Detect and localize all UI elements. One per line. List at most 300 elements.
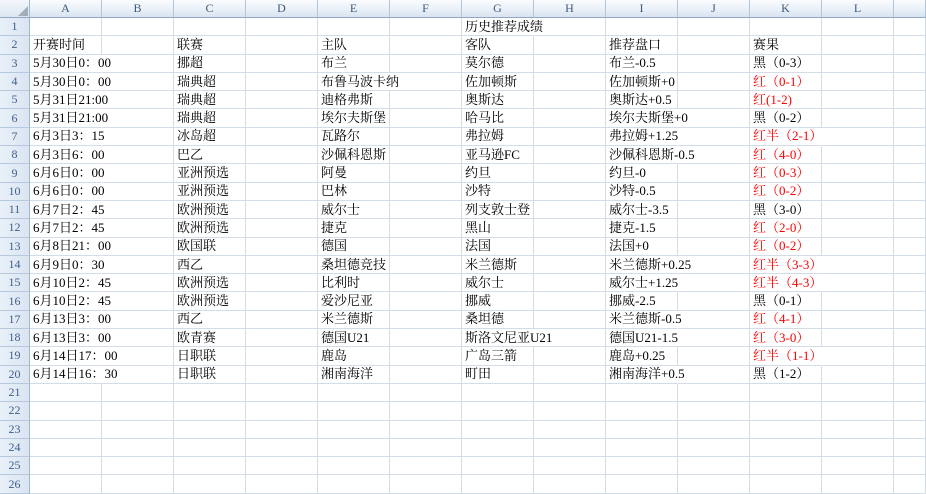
cell-kickoff-time[interactable]: 5月31日21:00 bbox=[30, 91, 102, 109]
cell-empty[interactable] bbox=[678, 475, 750, 493]
cell-empty[interactable] bbox=[390, 91, 462, 109]
cell-empty[interactable] bbox=[246, 384, 318, 402]
cell-league[interactable]: 西乙 bbox=[174, 256, 246, 274]
cell-empty[interactable] bbox=[390, 366, 462, 384]
cell-empty[interactable] bbox=[246, 183, 318, 201]
cell-empty[interactable] bbox=[102, 73, 174, 91]
cell-handicap[interactable]: 德国U21-1.5 bbox=[606, 329, 678, 347]
cell-empty[interactable] bbox=[678, 128, 750, 146]
cell-empty[interactable] bbox=[30, 18, 102, 36]
cell-empty[interactable] bbox=[102, 109, 174, 127]
cell-empty[interactable] bbox=[822, 347, 894, 365]
cell-empty[interactable] bbox=[462, 402, 534, 420]
cell-empty[interactable] bbox=[390, 164, 462, 182]
cell-empty[interactable] bbox=[822, 128, 894, 146]
row-number-cell[interactable] bbox=[0, 55, 30, 73]
cell-empty[interactable] bbox=[534, 402, 606, 420]
cell-empty[interactable] bbox=[102, 201, 174, 219]
cell-empty[interactable] bbox=[462, 457, 534, 475]
cell-empty[interactable] bbox=[390, 238, 462, 256]
cell-empty[interactable] bbox=[390, 292, 462, 310]
cell-empty[interactable] bbox=[534, 256, 606, 274]
cell-empty[interactable] bbox=[822, 91, 894, 109]
cell-empty[interactable] bbox=[894, 421, 926, 439]
cell-empty[interactable] bbox=[390, 55, 462, 73]
cell-empty[interactable] bbox=[534, 164, 606, 182]
cell-empty[interactable] bbox=[822, 238, 894, 256]
cell-result[interactable]: 红（3-0） bbox=[750, 329, 822, 347]
row-number-cell[interactable] bbox=[0, 347, 30, 365]
cell-away-team[interactable]: 广岛三箭 bbox=[462, 347, 534, 365]
row-number-cell[interactable] bbox=[0, 256, 30, 274]
row-number-cell[interactable] bbox=[0, 384, 30, 402]
cell-empty[interactable] bbox=[534, 183, 606, 201]
cell-empty[interactable] bbox=[678, 311, 750, 329]
cell-empty[interactable] bbox=[534, 366, 606, 384]
cell-empty[interactable] bbox=[678, 164, 750, 182]
cell-handicap[interactable]: 鹿岛+0.25 bbox=[606, 347, 678, 365]
cell-empty[interactable] bbox=[390, 109, 462, 127]
cell-empty[interactable] bbox=[894, 475, 926, 493]
cell-empty[interactable] bbox=[246, 439, 318, 457]
cell-empty[interactable] bbox=[822, 201, 894, 219]
row-number-cell[interactable] bbox=[0, 201, 30, 219]
cell-handicap[interactable]: 威尔士+1.25 bbox=[606, 274, 678, 292]
cell-league[interactable]: 西乙 bbox=[174, 311, 246, 329]
cell-empty[interactable] bbox=[534, 201, 606, 219]
cell-home-team[interactable]: 布鲁马波卡纳 bbox=[318, 73, 390, 91]
cell-away-team[interactable]: 町田 bbox=[462, 366, 534, 384]
cell-kickoff-time[interactable]: 6月8日21：00 bbox=[30, 238, 102, 256]
cell-empty[interactable] bbox=[822, 55, 894, 73]
cell-kickoff-time[interactable]: 6月6日0：00 bbox=[30, 183, 102, 201]
cell-away-team[interactable]: 哈马比 bbox=[462, 109, 534, 127]
cell-empty[interactable] bbox=[606, 475, 678, 493]
cell-away-team[interactable]: 亚马逊FC bbox=[462, 146, 534, 164]
column-header-c[interactable]: C bbox=[174, 0, 246, 18]
cell-empty[interactable] bbox=[462, 421, 534, 439]
cell-league[interactable]: 亚洲预选 bbox=[174, 164, 246, 182]
cell-kickoff-time[interactable]: 6月10日2：45 bbox=[30, 274, 102, 292]
cell-empty[interactable] bbox=[102, 91, 174, 109]
cell-empty[interactable] bbox=[318, 421, 390, 439]
cell-home-team[interactable]: 迪格弗斯 bbox=[318, 91, 390, 109]
cell-league[interactable]: 欧国联 bbox=[174, 238, 246, 256]
cell-league[interactable]: 瑞典超 bbox=[174, 109, 246, 127]
cell-home-team[interactable]: 威尔士 bbox=[318, 201, 390, 219]
cell-empty[interactable] bbox=[678, 73, 750, 91]
row-number-cell[interactable] bbox=[0, 219, 30, 237]
cell-empty[interactable] bbox=[102, 128, 174, 146]
row-number-cell[interactable] bbox=[0, 292, 30, 310]
row-number-cell[interactable] bbox=[0, 329, 30, 347]
column-header-e[interactable]: E bbox=[318, 0, 390, 18]
cell-empty[interactable] bbox=[318, 457, 390, 475]
cell-empty[interactable] bbox=[894, 256, 926, 274]
cell-handicap[interactable]: 捷克-1.5 bbox=[606, 219, 678, 237]
cell-empty[interactable] bbox=[30, 402, 102, 420]
cell-empty[interactable] bbox=[534, 457, 606, 475]
cell-empty[interactable] bbox=[678, 201, 750, 219]
cell-home-team[interactable]: 布兰 bbox=[318, 55, 390, 73]
cell-empty[interactable] bbox=[102, 421, 174, 439]
cell-empty[interactable] bbox=[390, 421, 462, 439]
cell-empty[interactable] bbox=[246, 109, 318, 127]
cell-league[interactable]: 欧洲预选 bbox=[174, 292, 246, 310]
cell-empty[interactable] bbox=[750, 18, 822, 36]
cell-empty[interactable] bbox=[102, 18, 174, 36]
cell-empty[interactable] bbox=[30, 384, 102, 402]
cell-empty[interactable] bbox=[102, 238, 174, 256]
cell-league[interactable]: 亚洲预选 bbox=[174, 183, 246, 201]
cell-empty[interactable] bbox=[102, 219, 174, 237]
cell-empty[interactable] bbox=[102, 256, 174, 274]
cell-home-team[interactable]: 捷克 bbox=[318, 219, 390, 237]
column-header-l[interactable]: L bbox=[822, 0, 894, 18]
cell-empty[interactable] bbox=[246, 292, 318, 310]
cell-league[interactable]: 欧洲预选 bbox=[174, 219, 246, 237]
cell-empty[interactable] bbox=[246, 219, 318, 237]
cell-empty[interactable] bbox=[534, 475, 606, 493]
cell-empty[interactable] bbox=[822, 292, 894, 310]
row-number-cell[interactable] bbox=[0, 183, 30, 201]
cell-kickoff-time[interactable]: 6月13日3：00 bbox=[30, 311, 102, 329]
cell-empty[interactable] bbox=[246, 164, 318, 182]
cell-away-team[interactable]: 法国 bbox=[462, 238, 534, 256]
cell-empty[interactable] bbox=[246, 274, 318, 292]
cell-empty[interactable] bbox=[894, 164, 926, 182]
cell-header-time[interactable] bbox=[30, 36, 102, 54]
cell-handicap[interactable]: 米兰德斯+0.25 bbox=[606, 256, 678, 274]
cell-empty[interactable] bbox=[30, 457, 102, 475]
cell-empty[interactable] bbox=[894, 347, 926, 365]
cell-empty[interactable] bbox=[822, 274, 894, 292]
cell-empty[interactable] bbox=[534, 128, 606, 146]
cell-result[interactable]: 红（0-3） bbox=[750, 164, 822, 182]
cell-home-team[interactable]: 德国 bbox=[318, 238, 390, 256]
cell-empty[interactable] bbox=[894, 329, 926, 347]
cell-empty[interactable] bbox=[102, 183, 174, 201]
cell-kickoff-time[interactable]: 6月10日2：45 bbox=[30, 292, 102, 310]
row-number-cell[interactable] bbox=[0, 109, 30, 127]
cell-kickoff-time[interactable]: 6月14日16：30 bbox=[30, 366, 102, 384]
row-number-cell[interactable] bbox=[0, 128, 30, 146]
cell-empty[interactable] bbox=[390, 457, 462, 475]
column-header-j[interactable]: J bbox=[678, 0, 750, 18]
cell-empty[interactable] bbox=[390, 201, 462, 219]
cell-empty[interactable] bbox=[30, 439, 102, 457]
cell-empty[interactable] bbox=[678, 183, 750, 201]
cell-empty[interactable] bbox=[822, 475, 894, 493]
column-header-i[interactable]: I bbox=[606, 0, 678, 18]
cell-empty[interactable] bbox=[894, 311, 926, 329]
cell-empty[interactable] bbox=[318, 439, 390, 457]
cell-empty[interactable] bbox=[894, 183, 926, 201]
cell-empty[interactable] bbox=[390, 36, 462, 54]
cell-empty[interactable] bbox=[534, 36, 606, 54]
cell-empty[interactable] bbox=[102, 311, 174, 329]
cell-empty[interactable] bbox=[822, 256, 894, 274]
cell-handicap[interactable]: 沙特-0.5 bbox=[606, 183, 678, 201]
cell-empty[interactable] bbox=[102, 164, 174, 182]
cell-kickoff-time[interactable]: 6月14日17：00 bbox=[30, 347, 102, 365]
cell-empty[interactable] bbox=[534, 18, 606, 36]
cell-empty[interactable] bbox=[246, 36, 318, 54]
cell-empty[interactable] bbox=[102, 274, 174, 292]
cell-empty[interactable] bbox=[822, 164, 894, 182]
cell-empty[interactable] bbox=[678, 36, 750, 54]
cell-empty[interactable] bbox=[750, 475, 822, 493]
column-header-b[interactable]: B bbox=[102, 0, 174, 18]
cell-kickoff-time[interactable]: 5月30日0：00 bbox=[30, 55, 102, 73]
cell-away-team[interactable]: 米兰德斯 bbox=[462, 256, 534, 274]
cell-empty[interactable] bbox=[534, 311, 606, 329]
cell-empty[interactable] bbox=[390, 311, 462, 329]
cell-handicap[interactable]: 布兰-0.5 bbox=[606, 55, 678, 73]
cell-empty[interactable] bbox=[102, 329, 174, 347]
cell-result[interactable]: 黑（0-3） bbox=[750, 55, 822, 73]
cell-home-team[interactable]: 瓦路尔 bbox=[318, 128, 390, 146]
cell-home-team[interactable]: 鹿岛 bbox=[318, 347, 390, 365]
cell-empty[interactable] bbox=[750, 439, 822, 457]
column-header-h[interactable]: H bbox=[534, 0, 606, 18]
cell-result[interactable]: 红半（4-3） bbox=[750, 274, 822, 292]
cell-empty[interactable] bbox=[30, 475, 102, 493]
cell-kickoff-time[interactable]: 6月3日6：00 bbox=[30, 146, 102, 164]
cell-empty[interactable] bbox=[606, 421, 678, 439]
cell-away-team[interactable]: 挪威 bbox=[462, 292, 534, 310]
cell-empty[interactable] bbox=[174, 384, 246, 402]
cell-home-team[interactable]: 阿曼 bbox=[318, 164, 390, 182]
cell-empty[interactable] bbox=[894, 366, 926, 384]
cell-empty[interactable] bbox=[462, 439, 534, 457]
cell-empty[interactable] bbox=[894, 274, 926, 292]
cell-empty[interactable] bbox=[750, 457, 822, 475]
cell-empty[interactable] bbox=[390, 384, 462, 402]
cell-empty[interactable] bbox=[750, 421, 822, 439]
cell-empty[interactable] bbox=[534, 292, 606, 310]
cell-league[interactable]: 瑞典超 bbox=[174, 73, 246, 91]
cell-handicap[interactable]: 弗拉姆+1.25 bbox=[606, 128, 678, 146]
cell-empty[interactable] bbox=[534, 91, 606, 109]
cell-away-team[interactable]: 约旦 bbox=[462, 164, 534, 182]
cell-away-team[interactable]: 威尔士 bbox=[462, 274, 534, 292]
cell-kickoff-time[interactable]: 6月7日2：45 bbox=[30, 219, 102, 237]
cell-result[interactable]: 红（0-1） bbox=[750, 73, 822, 91]
cell-away-team[interactable]: 奥斯达 bbox=[462, 91, 534, 109]
cell-empty[interactable] bbox=[390, 128, 462, 146]
cell-handicap[interactable]: 佐加顿斯+0 bbox=[606, 73, 678, 91]
cell-empty[interactable] bbox=[534, 439, 606, 457]
row-number-cell[interactable] bbox=[0, 146, 30, 164]
cell-home-team[interactable]: 湘南海洋 bbox=[318, 366, 390, 384]
cell-result[interactable]: 红（4-0） bbox=[750, 146, 822, 164]
cell-league[interactable]: 日职联 bbox=[174, 366, 246, 384]
cell-empty[interactable] bbox=[390, 18, 462, 36]
cell-result[interactable]: 红（4-1） bbox=[750, 311, 822, 329]
row-number-cell[interactable] bbox=[0, 439, 30, 457]
cell-empty[interactable] bbox=[606, 384, 678, 402]
cell-empty[interactable] bbox=[894, 238, 926, 256]
cell-empty[interactable] bbox=[318, 475, 390, 493]
cell-empty[interactable] bbox=[678, 91, 750, 109]
cell-empty[interactable] bbox=[894, 292, 926, 310]
row-number-cell[interactable] bbox=[0, 366, 30, 384]
cell-header-away[interactable] bbox=[462, 36, 534, 54]
cell-empty[interactable] bbox=[246, 421, 318, 439]
cell-empty[interactable] bbox=[606, 439, 678, 457]
cell-result[interactable]: 黑（1-2） bbox=[750, 366, 822, 384]
cell-empty[interactable] bbox=[606, 402, 678, 420]
cell-empty[interactable] bbox=[678, 366, 750, 384]
row-number-cell[interactable] bbox=[0, 18, 30, 36]
cell-home-team[interactable]: 沙佩科恩斯 bbox=[318, 146, 390, 164]
cell-result[interactable]: 红半（1-1） bbox=[750, 347, 822, 365]
cell-home-team[interactable]: 米兰德斯 bbox=[318, 311, 390, 329]
cell-league[interactable]: 冰岛超 bbox=[174, 128, 246, 146]
cell-away-team[interactable]: 列支敦士登 bbox=[462, 201, 534, 219]
cell-empty[interactable] bbox=[246, 457, 318, 475]
cell-handicap[interactable]: 沙佩科恩斯-0.5 bbox=[606, 146, 678, 164]
cell-empty[interactable] bbox=[822, 402, 894, 420]
cell-home-team[interactable]: 比利时 bbox=[318, 274, 390, 292]
cell-empty[interactable] bbox=[894, 73, 926, 91]
cell-empty[interactable] bbox=[30, 421, 102, 439]
cell-empty[interactable] bbox=[822, 311, 894, 329]
cell-handicap[interactable]: 挪威-2.5 bbox=[606, 292, 678, 310]
cell-result[interactable]: 红半（3-3） bbox=[750, 256, 822, 274]
cell-empty[interactable] bbox=[102, 384, 174, 402]
cell-empty[interactable] bbox=[246, 146, 318, 164]
cell-empty[interactable] bbox=[318, 402, 390, 420]
row-number-cell[interactable] bbox=[0, 36, 30, 54]
cell-empty[interactable] bbox=[390, 256, 462, 274]
cell-empty[interactable] bbox=[390, 402, 462, 420]
cell-empty[interactable] bbox=[822, 109, 894, 127]
cell-empty[interactable] bbox=[894, 36, 926, 54]
cell-empty[interactable] bbox=[102, 55, 174, 73]
cell-league[interactable]: 欧洲预选 bbox=[174, 274, 246, 292]
column-header-k[interactable]: K bbox=[750, 0, 822, 18]
cell-empty[interactable] bbox=[750, 384, 822, 402]
cell-empty[interactable] bbox=[822, 146, 894, 164]
cell-league[interactable]: 欧洲预选 bbox=[174, 201, 246, 219]
cell-empty[interactable] bbox=[678, 384, 750, 402]
cell-result[interactable]: 黑（3-0） bbox=[750, 201, 822, 219]
row-number-cell[interactable] bbox=[0, 274, 30, 292]
cell-sheet-title[interactable] bbox=[462, 18, 544, 36]
cell-header-league[interactable] bbox=[174, 36, 246, 54]
cell-empty[interactable] bbox=[318, 18, 390, 36]
cell-empty[interactable] bbox=[462, 384, 534, 402]
cell-empty[interactable] bbox=[390, 146, 462, 164]
column-header-f[interactable]: F bbox=[390, 0, 462, 18]
cell-kickoff-time[interactable]: 6月7日2：45 bbox=[30, 201, 102, 219]
cell-empty[interactable] bbox=[390, 183, 462, 201]
cell-empty[interactable] bbox=[174, 402, 246, 420]
cell-empty[interactable] bbox=[390, 347, 462, 365]
cell-empty[interactable] bbox=[822, 219, 894, 237]
cell-empty[interactable] bbox=[102, 146, 174, 164]
cell-empty[interactable] bbox=[246, 366, 318, 384]
cell-handicap[interactable]: 埃尔夫斯堡+0 bbox=[606, 109, 678, 127]
cell-empty[interactable] bbox=[246, 347, 318, 365]
cell-empty[interactable] bbox=[390, 73, 462, 91]
cell-empty[interactable] bbox=[246, 311, 318, 329]
cell-empty[interactable] bbox=[894, 146, 926, 164]
cell-header-result[interactable] bbox=[750, 36, 822, 54]
cell-empty[interactable] bbox=[678, 292, 750, 310]
cell-empty[interactable] bbox=[534, 274, 606, 292]
cell-empty[interactable] bbox=[822, 73, 894, 91]
cell-empty[interactable] bbox=[102, 36, 174, 54]
cell-empty[interactable] bbox=[534, 421, 606, 439]
cell-empty[interactable] bbox=[390, 329, 462, 347]
cell-empty[interactable] bbox=[678, 457, 750, 475]
cell-empty[interactable] bbox=[678, 421, 750, 439]
cell-empty[interactable] bbox=[102, 457, 174, 475]
row-number-cell[interactable] bbox=[0, 91, 30, 109]
cell-home-team[interactable]: 爱沙尼亚 bbox=[318, 292, 390, 310]
cell-empty[interactable] bbox=[894, 18, 926, 36]
cell-empty[interactable] bbox=[822, 18, 894, 36]
row-number-cell[interactable] bbox=[0, 73, 30, 91]
cell-handicap[interactable]: 约旦-0 bbox=[606, 164, 678, 182]
row-number-cell[interactable] bbox=[0, 421, 30, 439]
cell-empty[interactable] bbox=[894, 457, 926, 475]
cell-kickoff-time[interactable]: 5月30日0：00 bbox=[30, 73, 102, 91]
cell-result[interactable]: 红（0-2） bbox=[750, 183, 822, 201]
cell-result[interactable]: 黑（0-1） bbox=[750, 292, 822, 310]
cell-empty[interactable] bbox=[822, 329, 894, 347]
row-number-cell[interactable] bbox=[0, 475, 30, 493]
cell-empty[interactable] bbox=[174, 439, 246, 457]
cell-empty[interactable] bbox=[678, 329, 750, 347]
cell-handicap[interactable]: 湘南海洋+0.5 bbox=[606, 366, 678, 384]
cell-empty[interactable] bbox=[246, 128, 318, 146]
cell-empty[interactable] bbox=[606, 18, 678, 36]
cell-away-team[interactable]: 斯洛文尼亚U21 bbox=[462, 329, 534, 347]
cell-empty[interactable] bbox=[174, 18, 246, 36]
cell-empty[interactable] bbox=[894, 439, 926, 457]
cell-empty[interactable] bbox=[678, 18, 750, 36]
cell-empty[interactable] bbox=[246, 238, 318, 256]
cell-empty[interactable] bbox=[246, 55, 318, 73]
cell-empty[interactable] bbox=[534, 109, 606, 127]
cell-empty[interactable] bbox=[894, 402, 926, 420]
cell-empty[interactable] bbox=[894, 219, 926, 237]
cell-empty[interactable] bbox=[894, 109, 926, 127]
cell-empty[interactable] bbox=[534, 146, 606, 164]
cell-empty[interactable] bbox=[102, 475, 174, 493]
cell-empty[interactable] bbox=[174, 421, 246, 439]
cell-empty[interactable] bbox=[678, 402, 750, 420]
cell-empty[interactable] bbox=[894, 201, 926, 219]
row-number-cell[interactable] bbox=[0, 311, 30, 329]
cell-result[interactable]: 红半（2-1） bbox=[750, 128, 822, 146]
cell-empty[interactable] bbox=[534, 238, 606, 256]
cell-league[interactable]: 欧青赛 bbox=[174, 329, 246, 347]
cell-empty[interactable] bbox=[246, 402, 318, 420]
cell-empty[interactable] bbox=[822, 457, 894, 475]
column-header-a[interactable]: A bbox=[30, 0, 102, 18]
cell-empty[interactable] bbox=[678, 274, 750, 292]
cell-empty[interactable] bbox=[678, 347, 750, 365]
cell-empty[interactable] bbox=[822, 439, 894, 457]
cell-handicap[interactable]: 奥斯达+0.5 bbox=[606, 91, 678, 109]
cell-away-team[interactable]: 黑山 bbox=[462, 219, 534, 237]
cell-empty[interactable] bbox=[822, 183, 894, 201]
